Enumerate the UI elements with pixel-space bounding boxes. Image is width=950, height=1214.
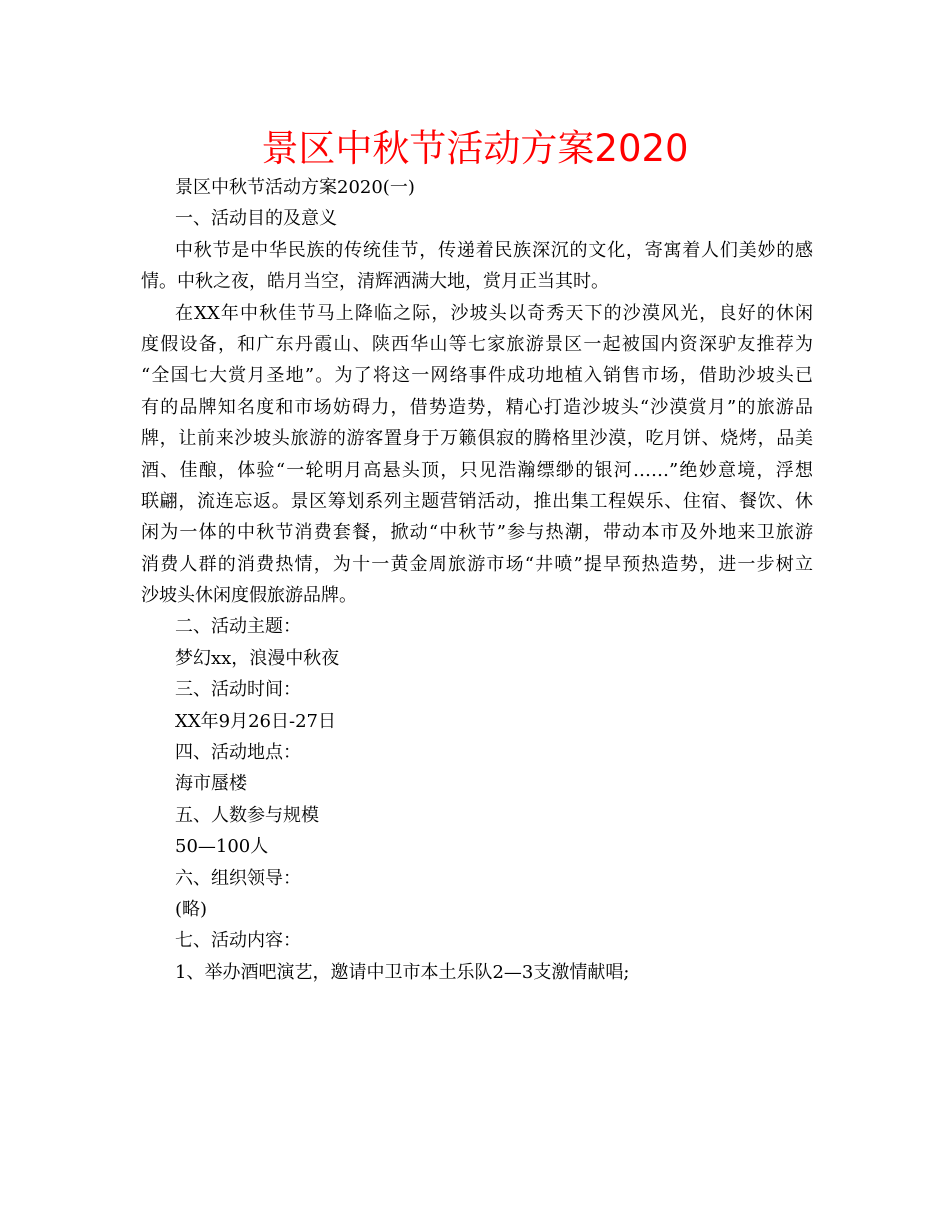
section-heading: 一、活动目的及意义 xyxy=(175,208,337,230)
paragraph-line: 酒、佳酿，体验“一轮明月高悬头顶，只见浩瀚缥缈的银河……”绝妙意境，浮想 xyxy=(141,459,813,481)
paragraph-line: 闲为一体的中秋节消费套餐，掀动“中秋节”参与热潮，带动本市及外地来卫旅游 xyxy=(141,522,813,544)
paragraph-line: 有的品牌知名度和市场妨碍力，借势造势，精心打造沙坡头“沙漠赏月”的旅游品 xyxy=(141,396,813,418)
paragraph-line: 沙坡头休闲度假旅游品牌。 xyxy=(141,585,357,607)
section-heading: 二、活动主题： xyxy=(175,616,301,638)
paragraph-line: 牌，让前来沙坡头旅游的游客置身于万籁俱寂的腾格里沙漠，吃月饼、烧烤，品美 xyxy=(141,428,813,450)
paragraph-line: “全国七大赏月圣地”。为了将这一网络事件成功地植入销售市场，借助沙坡头已 xyxy=(141,365,813,387)
document-body xyxy=(141,172,813,988)
section-heading: 五、人数参与规模 xyxy=(175,804,319,826)
paragraph-line: 情。中秋之夜，皓月当空，清辉洒满大地，赏月正当其时。 xyxy=(141,271,609,293)
paragraph-line: 中秋节是中华民族的传统佳节，传递着民族深沉的文化，寄寓着人们美妙的感 xyxy=(175,239,813,261)
section-content: 1、举办酒吧演艺，邀请中卫市本土乐队2—3支激情献唱; xyxy=(175,961,630,983)
section-content: XX年9月26日-27日 xyxy=(175,710,336,732)
section-content: 梦幻xx，浪漫中秋夜 xyxy=(175,647,340,669)
section-content: (略) xyxy=(175,898,208,920)
paragraph-line: 消费人群的消费热情，为十一黄金周旅游市场“井喷”提早预热造势，进一步树立 xyxy=(141,553,813,575)
section-content: 海市蜃楼 xyxy=(175,773,247,795)
section-heading: 四、活动地点： xyxy=(175,742,301,764)
paragraph-line: 在XX年中秋佳节马上降临之际，沙坡头以奇秀天下的沙漠风光，良好的休闲 xyxy=(175,302,813,324)
section-heading: 三、活动时间： xyxy=(175,679,301,701)
section-heading: 六、组织领导： xyxy=(175,867,301,889)
subtitle-line: 景区中秋节活动方案2020(一) xyxy=(175,177,415,198)
paragraph-line: 度假设备，和广东丹霞山、陕西华山等七家旅游景区一起被国内资深驴友推荐为 xyxy=(141,333,813,355)
section-heading: 七、活动内容： xyxy=(175,930,301,952)
paragraph-line: 联翩，流连忘返。景区筹划系列主题营销活动，推出集工程娱乐、住宿、餐饮、休 xyxy=(141,490,813,512)
section-content: 50—100人 xyxy=(175,836,269,858)
document-title: 景区中秋节活动方案2020 xyxy=(261,127,689,170)
